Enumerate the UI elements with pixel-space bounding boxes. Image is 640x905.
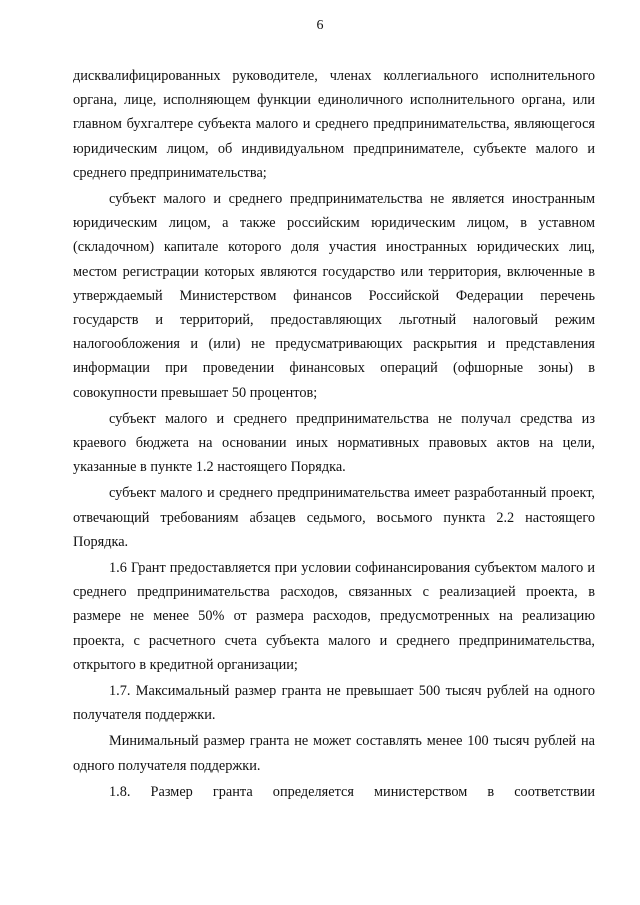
paragraph: 1.8. Размер гранта определяется министерством в соответствии <box>109 783 595 800</box>
paragraph: 1.7. Максимальный размер гранта не превышает 500 тысяч рублей на одного получателя поддержки. <box>73 683 595 724</box>
paragraph: субъект малого и среднего предпринимательства не получал средства из краевого бюджета на основании иных нормативных правовых актов на цели, указанные в пункте 1.2 настоящего Порядка. <box>73 410 595 476</box>
paragraph: Минимальный размер гранта не может составлять менее 100 тысяч рублей на одного получателя поддержки. <box>73 733 595 774</box>
page-number: 6 <box>316 18 324 33</box>
paragraph: субъект малого и среднего предпринимательства не является иностранным юридическим лицом, а также российским юридическим лицом, в уставном (складочном) капитале которого доля участия иностранных юридических лиц, местом регистрации которых являются государство или территория, включенные в утверждаемый Министерством финансов Российской Федерации перечень государств и территорий, предоставляющих льготный налоговый режим налогообложения и (или) не предусматривающих раскрытия и представления информации при проведении финансовых операций (офшорные зоны) в совокупности превышает 50 процентов; <box>73 191 595 401</box>
document-body <box>73 64 595 804</box>
paragraph: дисквалифицированных руководителе, членах коллегиального исполнительного органа, лице, исполняющем функции единоличного исполнительного органа, или главном бухгалтере субъекта малого и среднего предпринимательства, являющегося юридическим лицом, об индивидуальном предпринимателе, субъекте малого и среднего предпринимательства; <box>73 68 595 181</box>
paragraph: 1.6 Грант предоставляется при условии софинансирования субъектом малого и среднего предпринимательства расходов, связанных с реализацией проекта, в размере не менее 50% от размера расходов, предусмотренных на реализацию проекта, с расчетного счета субъекта малого и среднего предпринимательства, открытого в кредитной организации; <box>73 560 595 673</box>
paragraph: субъект малого и среднего предпринимательства имеет разработанный проект, отвечающий требованиям абзацев седьмого, восьмого пункта 2.2 настоящего Порядка. <box>73 485 595 550</box>
